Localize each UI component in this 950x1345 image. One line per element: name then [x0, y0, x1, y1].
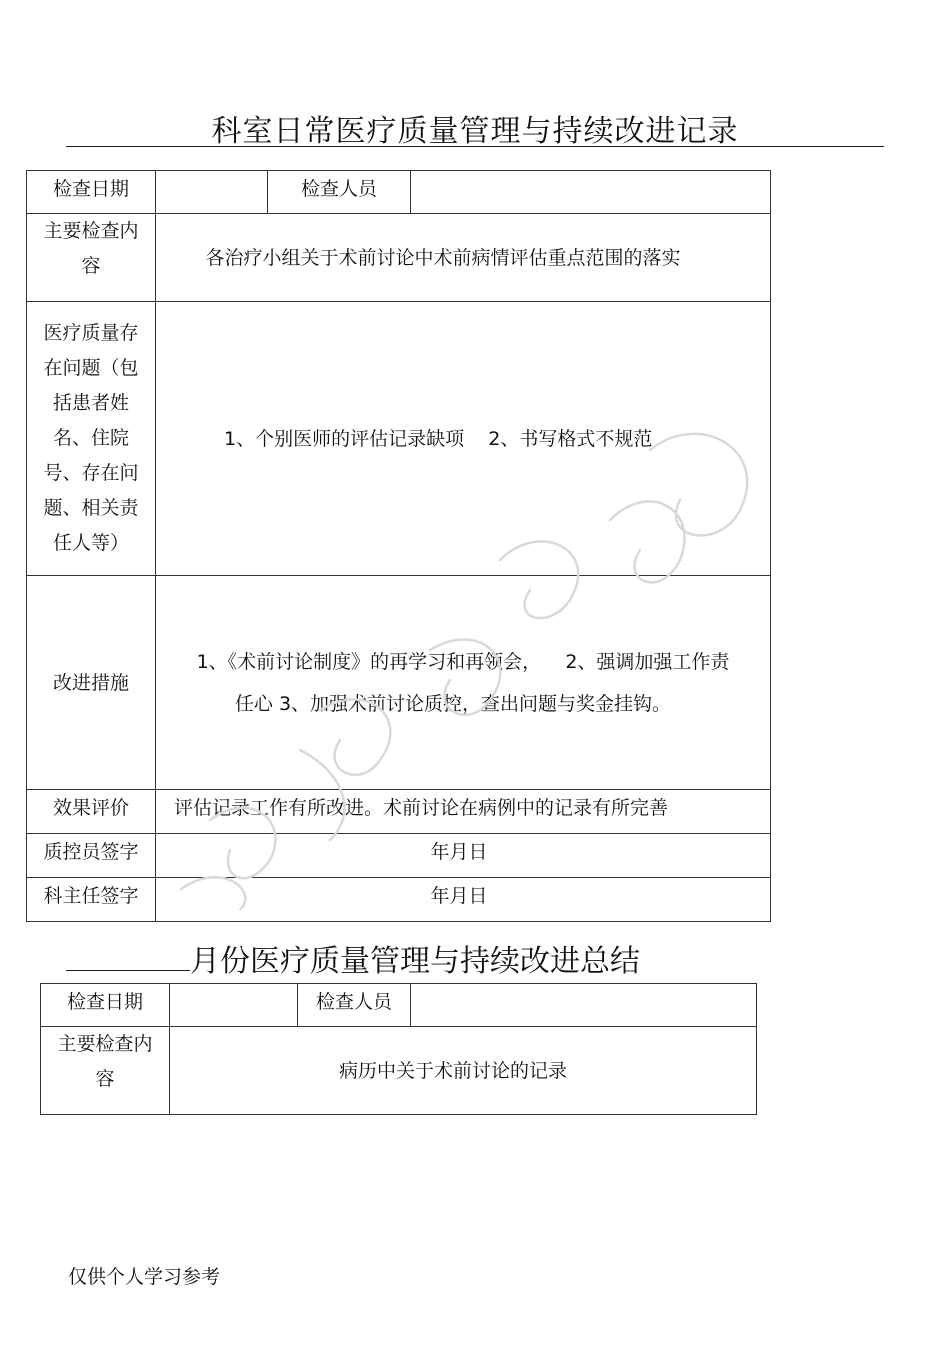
qc-sign-label: 质控员签字: [27, 834, 156, 878]
record-table: [26, 170, 771, 922]
summary-check-date-label: 检查日期: [41, 984, 170, 1027]
inspector-label: 检查人员: [268, 171, 411, 214]
inspector-value[interactable]: [411, 171, 771, 214]
evaluation-label: 效果评价: [27, 790, 156, 834]
issues-label-line: 号、存在问: [43, 462, 139, 484]
title-underline: [66, 146, 884, 147]
summary-inspector-label: 检查人员: [298, 984, 411, 1027]
issues-label-line: 任人等）: [52, 532, 129, 554]
director-sign-date[interactable]: 年月日: [156, 878, 771, 922]
month-blank[interactable]: [66, 942, 190, 971]
summary-main-content-label-line1: 主要检查内: [57, 1033, 153, 1055]
issues-label-line: 括患者姓: [52, 392, 129, 414]
summary-title-text: 月份医疗质量管理与持续改进总结: [190, 944, 640, 979]
summary-inspector-value[interactable]: [411, 984, 757, 1027]
qc-sign-date[interactable]: 年月日: [156, 834, 771, 878]
main-content-label-line1: 主要检查内: [43, 220, 139, 242]
evaluation-value: 评估记录工作有所改进。术前讨论在病例中的记录有所完善: [156, 790, 771, 834]
measures-label: 改进措施: [27, 576, 156, 790]
issues-label-line: 名、住院: [52, 427, 129, 449]
summary-main-content-label: [41, 1027, 170, 1115]
main-content-label: [27, 214, 156, 302]
issues-value: 1、个别医师的评估记录缺项 2、书写格式不规范: [156, 302, 771, 576]
issues-label-line: 在问题（包: [43, 357, 139, 379]
main-content-label-line2: 容: [81, 255, 101, 277]
summary-title: [66, 936, 640, 980]
issues-label-line: 题、相关责: [43, 497, 139, 519]
issues-label: [27, 302, 156, 576]
check-date-value[interactable]: [156, 171, 268, 214]
summary-check-date-value[interactable]: [170, 984, 298, 1027]
main-content-value: 各治疗小组关于术前讨论中术前病情评估重点范围的落实: [156, 214, 771, 302]
check-date-label: 检查日期: [27, 171, 156, 214]
summary-table: [40, 983, 757, 1115]
measures-line1: 1、《术前讨论制度》的再学习和再领会， 2、强调加强工作责: [196, 650, 730, 673]
record-title: 科室日常医疗质量管理与持续改进记录: [211, 114, 739, 149]
issues-label-line: 医疗质量存: [43, 322, 139, 344]
summary-main-content-value: 病历中关于术前讨论的记录: [170, 1027, 757, 1115]
footer-note: 仅供个人学习参考: [68, 1266, 221, 1288]
director-sign-label: 科主任签字: [27, 878, 156, 922]
measures-value: [156, 576, 771, 790]
measures-line2: 任心 3、加强术前讨论质控，查出问题与奖金挂钩。: [234, 692, 672, 715]
summary-main-content-label-line2: 容: [95, 1068, 115, 1090]
